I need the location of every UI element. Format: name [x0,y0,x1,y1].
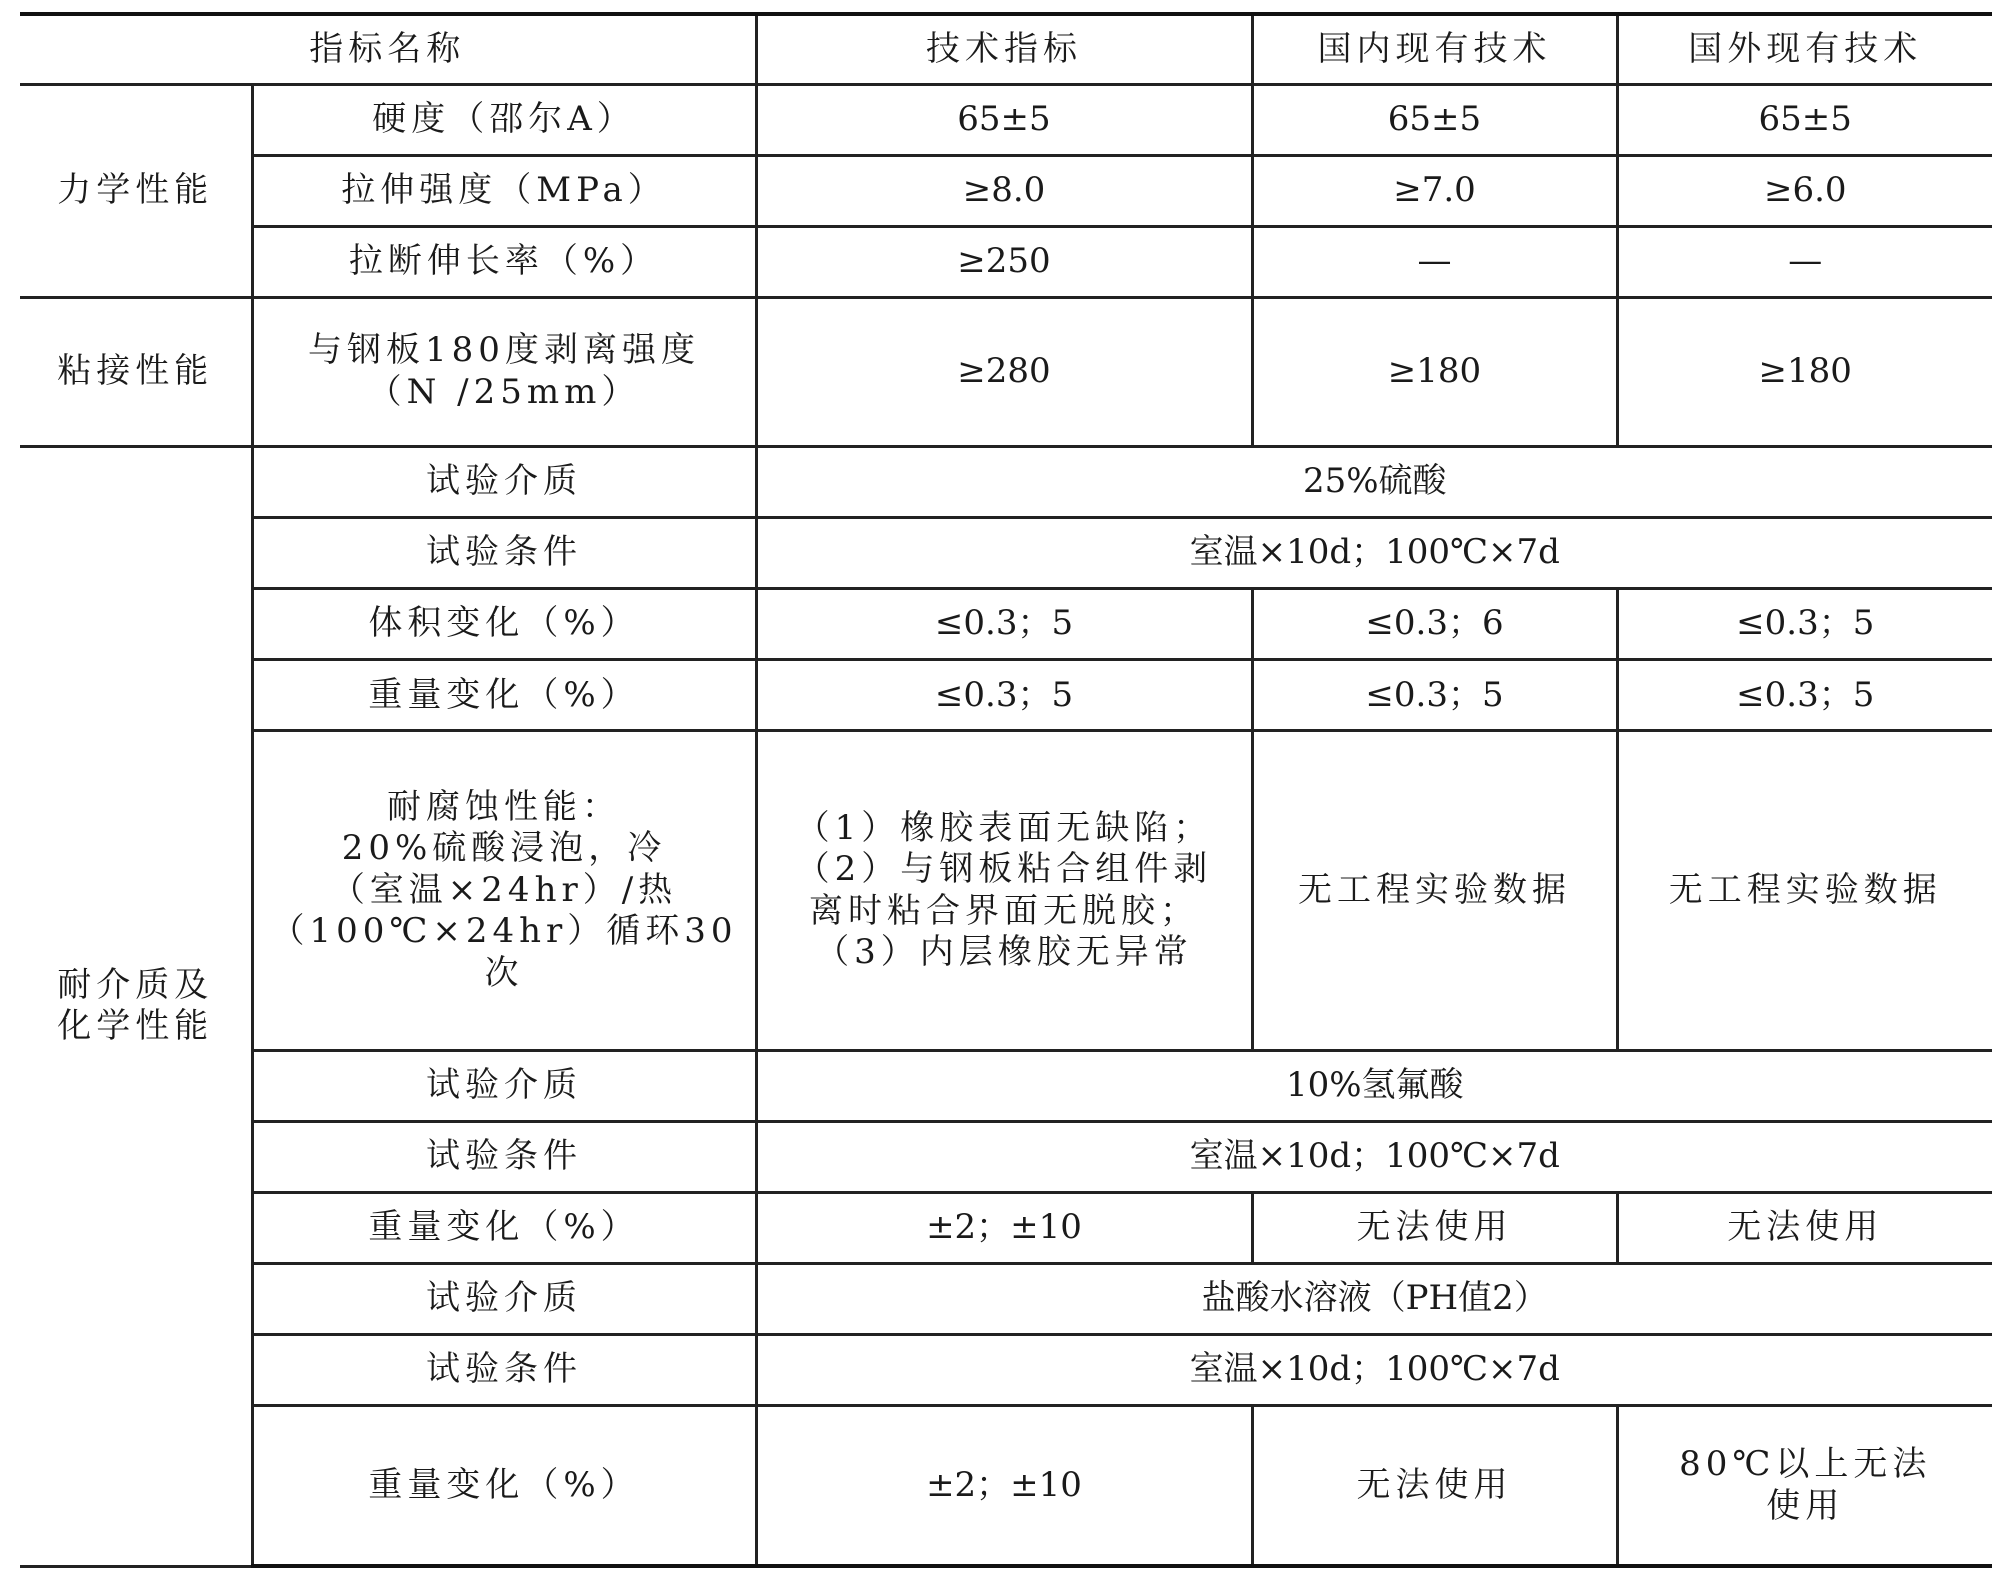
table-row [20,84,1992,155]
cell-hardness-tech: 65±5 [756,84,1252,155]
table-row [20,1192,1992,1263]
spec-line: （3）内层橡胶无异常 [815,931,1193,972]
label-line: 与钢板180度剥离强度 [308,330,700,371]
header-row [20,14,1992,84]
table-row [20,660,1992,731]
spec-line: 离时粘合界面无脱胶； [809,890,1199,931]
cell-tensile-foreign: ≥6.0 [1617,155,1992,226]
cell-weight-3-tech: ±2；±10 [756,1406,1252,1566]
cell-condition-2: 室温×10d；100℃×7d [756,1121,1992,1192]
cell-medium-3: 盐酸水溶液（PH值2） [756,1263,1992,1334]
cell-peel-domestic: ≥180 [1252,297,1617,446]
row-label-hardness: 硬度（邵尔A） [252,84,756,155]
group-chemical [20,447,252,1567]
cell-hardness-domestic: 65±5 [1252,84,1617,155]
table-row [20,226,1992,297]
cell-volume-foreign: ≤0.3；5 [1617,589,1992,660]
cell-weight-3-foreign [1617,1406,1992,1566]
table-row [20,155,1992,226]
group-adhesion: 粘接性能 [20,297,252,446]
cell-corrosion-domestic: 无工程实验数据 [1252,731,1617,1050]
header-name: 指标名称 [20,14,756,84]
row-label-condition-1: 试验条件 [252,518,756,589]
cell-weight-2-tech: ±2；±10 [756,1192,1252,1263]
cell-weight-3-domestic: 无法使用 [1252,1406,1617,1566]
cell-weight-1-tech: ≤0.3；5 [756,660,1252,731]
row-label-medium-2: 试验介质 [252,1050,756,1121]
cell-volume-tech: ≤0.3；5 [756,589,1252,660]
row-label-peel-strength [252,297,756,446]
label-line: 20%硫酸浸泡，冷 [341,828,667,869]
label-line: （100℃×24hr）循环30次 [270,911,738,993]
cell-tensile-tech: ≥8.0 [756,155,1252,226]
group-line: 耐介质及 [57,964,214,1005]
table-row [20,1121,1992,1192]
row-label-corrosion [252,731,756,1050]
row-label-condition-2: 试验条件 [252,1121,756,1192]
cell-elongation-foreign: — [1617,226,1992,297]
header-domestic: 国内现有技术 [1252,14,1617,84]
header-tech: 技术指标 [756,14,1252,84]
cell-tensile-domestic: ≥7.0 [1252,155,1617,226]
row-label-tensile: 拉伸强度（MPa） [252,155,756,226]
group-line: 化学性能 [57,1006,214,1047]
table-row [20,518,1992,589]
table-row [20,297,1992,446]
cell-elongation-domestic: — [1252,226,1617,297]
spec-line: （2）与钢板粘合组件剥 [795,849,1213,890]
table-row [20,731,1992,1050]
group-mechanical: 力学性能 [20,84,252,297]
row-label-elongation: 拉断伸长率（%） [252,226,756,297]
cell-corrosion-foreign: 无工程实验数据 [1617,731,1992,1050]
cell-medium-1: 25%硫酸 [756,447,1992,518]
table-row [20,1263,1992,1334]
spec-table [20,12,1992,1568]
label-line: 耐腐蚀性能： [387,786,621,827]
cell-weight-2-foreign: 无法使用 [1617,1192,1992,1263]
cell-weight-1-foreign: ≤0.3；5 [1617,660,1992,731]
cell-corrosion-tech [756,731,1252,1050]
table-row [20,447,1992,518]
row-label-medium-1: 试验介质 [252,447,756,518]
row-label-medium-3: 试验介质 [252,1263,756,1334]
label-line: （室温×24hr）/热 [330,869,678,910]
value-line: 80℃以上无法 [1679,1444,1932,1485]
cell-hardness-foreign: 65±5 [1617,84,1992,155]
row-label-volume-change: 体积变化（%） [252,589,756,660]
cell-elongation-tech: ≥250 [756,226,1252,297]
cell-condition-1: 室温×10d；100℃×7d [756,518,1992,589]
spec-line: （1）橡胶表面无缺陷； [795,807,1213,848]
value-line: 使用 [1766,1485,1845,1526]
row-label-weight-change-3: 重量变化（%） [252,1406,756,1566]
table-row [20,589,1992,660]
table-row [20,1335,1992,1406]
cell-weight-2-domestic: 无法使用 [1252,1192,1617,1263]
cell-weight-1-domestic: ≤0.3；5 [1252,660,1617,731]
cell-peel-tech: ≥280 [756,297,1252,446]
header-foreign: 国外现有技术 [1617,14,1992,84]
cell-condition-3: 室温×10d；100℃×7d [756,1335,1992,1406]
cell-volume-domestic: ≤0.3；6 [1252,589,1617,660]
row-label-weight-change-1: 重量变化（%） [252,660,756,731]
row-label-condition-3: 试验条件 [252,1335,756,1406]
label-line: （N /25mm） [367,371,641,412]
row-label-weight-change-2: 重量变化（%） [252,1192,756,1263]
cell-medium-2: 10%氢氟酸 [756,1050,1992,1121]
cell-peel-foreign: ≥180 [1617,297,1992,446]
table-row [20,1050,1992,1121]
table-row [20,1406,1992,1566]
